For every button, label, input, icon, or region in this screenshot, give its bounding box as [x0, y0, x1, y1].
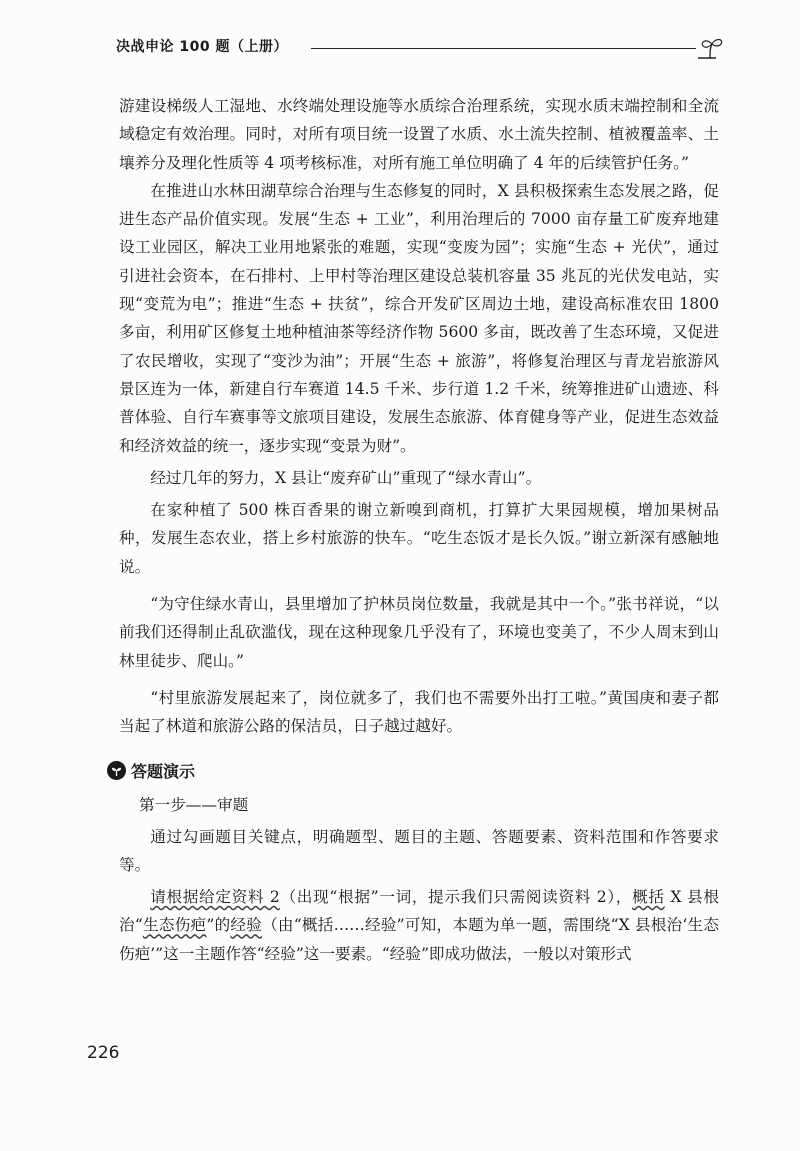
sprout-icon: [694, 34, 726, 64]
keyword-source: 请根据给定资料 2: [150, 888, 280, 907]
analysis-text-3: ”的: [206, 916, 231, 935]
step-intro: 通过勾画题目关键点，明确题型、题目的主题、答题要素、资料范围和作答要求等。: [119, 827, 719, 874]
paragraph-zhang-shuxiang: “为守住绿水青山，县里增加了护林员岗位数量，我就是其中一个。”张书祥说，“以前我们还得制止乱砍滥伐，现在这种现象几乎没有了，环境也变美了，不少人周末到山林里徒步、爬山。”: [119, 595, 719, 670]
paragraph-huang-guogeng: “村里旅游发展起来了，岗位就多了，我们也不需要外出打工啦。”黄国庚和妻子都当起了林道和旅游公路的保洁员，日子越过越好。: [119, 688, 719, 736]
paragraph-xie-lixin: 在家种植了 500 株百香果的谢立新嗅到商机，打算扩大果园规模，增加果树品种，发展生态农业，搭上乡村旅游的快车。“吃生态饭才是长久饭。”谢立新深有感触地说。: [119, 501, 719, 576]
analysis-text-2: X 县根治“: [119, 888, 719, 935]
step-title: 第一步——审题: [139, 795, 249, 814]
page-body: [119, 92, 719, 968]
paragraph-continuation: 游建设梯级人工湿地、水终端处理设施等水质综合治理系统，实现水质末端控制和全流域稳定有效治理。同时，对所有项目统一设置了水质、水土流失控制、植被覆盖率、土壤养分及理化性质等 4 项考核标准，对所有施工单位明确了 4 年的后续管护任务。”: [119, 97, 719, 172]
paragraph-eco-development: 在推进山水林田湖草综合治理与生态修复的同时，X 县积极探索生态发展之路，促进生态产品价值实现。发展“生态 + 工业”，利用治理后的 7000 亩存量工矿废弃地建设工业园区，解决工业用地紧张的难题，实现“变废为园”；实施“生态 + 光伏”，通过引进社会资本，在石排村、上甲村等治理区建设总装机容量 35 兆瓦的光伏发电站，实现“变荒为电”；推进“生态 + 扶贫”，综合开发矿区周边土地，建设高标准农田 1800 多亩，利用矿区修复土地种植油茶等经济作物 5600 多亩，既改善了生态环境，又促进了农民增收，实现了“变沙为油”；开展“生态 + 旅游”，将修复治理区与青龙岩旅游风景区连为一体，新建自行车赛道 14.5 千米、步行道 1.2 千米，统筹推进矿山遗迹、科普体验、自行车赛事等文旅项目建设，发展生态旅游、体育健身等产业，促进生态效益和经济效益的统一，逐步实现“变景为财”。: [119, 181, 719, 455]
analysis-text-4: （由“概括……经验”可知，本题为单一题，需围绕“X 县根治‘生态伤疤’”这一主题作答“经验”这一要素。“经验”即成功做法，一般以对策形式: [119, 916, 719, 963]
keyword-summarize: 概括: [632, 888, 665, 907]
page-header: [116, 34, 726, 64]
book-title: 决战申论 100 题（上册）: [116, 39, 288, 55]
keyword-eco-scar: 生态伤疤: [142, 916, 207, 935]
step-analysis: [119, 883, 719, 968]
header-rule: [311, 48, 696, 49]
section-title: 答题演示: [131, 762, 196, 782]
analysis-text-1: （出现“根据”一词，提示我们只需阅读资料 2），: [279, 888, 633, 907]
paragraph-summary: 经过几年的努力，X 县让“废弃矿山”重现了“绿水青山”。: [150, 468, 542, 487]
keyword-experience: 经验: [230, 916, 263, 935]
section-heading: [119, 757, 719, 785]
sprout-badge-icon: [107, 761, 126, 780]
page-number: 226: [87, 1043, 120, 1063]
